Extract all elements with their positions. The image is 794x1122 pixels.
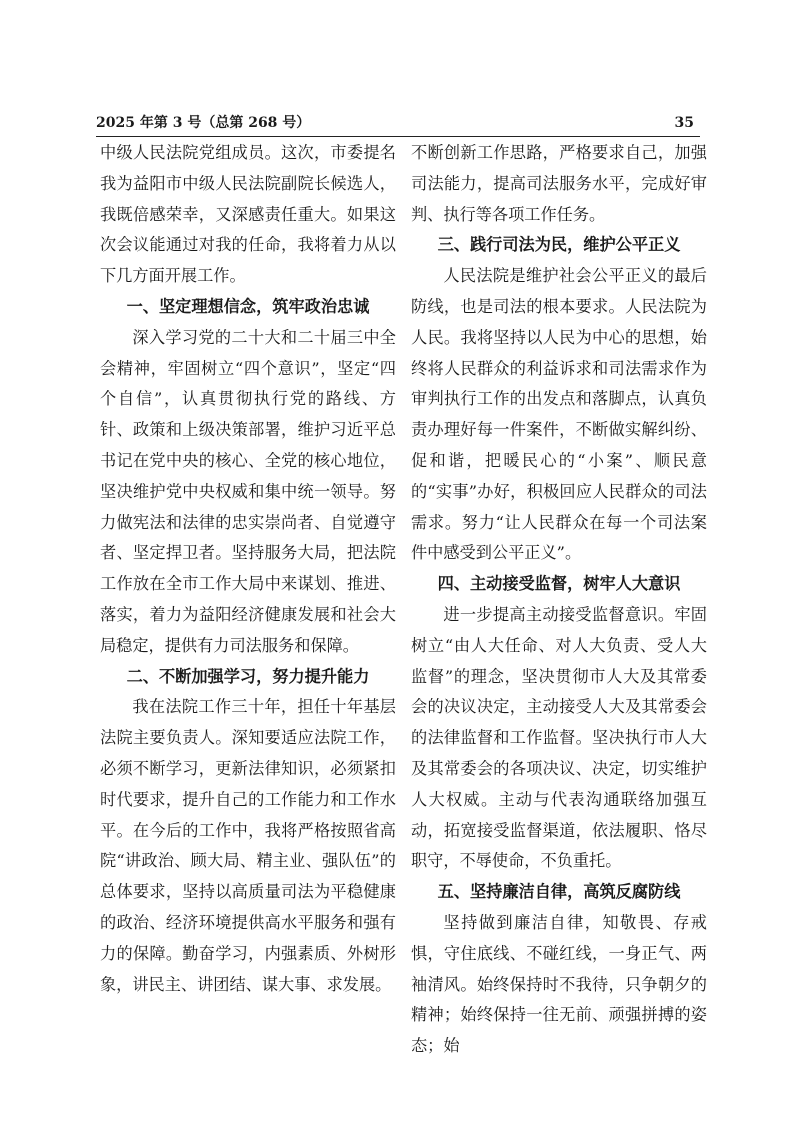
section-2-paragraph: 我在法院工作三十年，担任十年基层法院主要负责人。深知要适应法院工作，必须不断学习，更新法律知识，必须紧扣时代要求，提升自己的工作能力和工作水平。在今后的工作中，我将严格按照省高院“讲政治、顾大局、精主业、强队伍”的总体要求，坚持以高质量司法为平稳健康的政治、经济环境提供高水平服务和强有力的保障。勤奋学习，内强素质、外树形象，讲民主、讲团结、谋大事、求发展。 (100, 697, 396, 994)
page-header (96, 114, 700, 137)
section-heading-2: 二、不断加强学习，努力提升能力 (126, 666, 370, 686)
section-5-paragraph: 坚持做到廉洁自律，知敬畏、存戒惧，守住底线、不碰红线，一身正气、两袖清风。始终保持时不我待，只争朝夕的精神；始终保持一往无前、顽强拼搏的姿态；始 (411, 912, 707, 1056)
page-number: 35 (674, 115, 694, 131)
section-heading-4: 四、主动接受监督，树牢人大意识 (437, 574, 681, 594)
issue-label: 2025 年第 3 号（总第 268 号） (96, 115, 311, 131)
section-heading-5: 五、坚持廉洁自律，高筑反腐防线 (437, 882, 681, 902)
intro-paragraph: 中级人民法院党组成员。这次，市委提名我为益阳市中级人民法院副院长候选人，我既倍感荣幸，又深感责任重大。如果这次会议能通过对我的任命，我将着力从以下几方面开展工作。 (100, 143, 396, 286)
section-heading-3: 三、践行司法为民，维护公平正义 (437, 235, 681, 255)
right-column (411, 138, 707, 1056)
section-heading-1: 一、坚定理想信念，筑牢政治忠诚 (126, 296, 370, 316)
left-column (100, 138, 396, 1038)
continued-paragraph: 不断创新工作思路，严格要求自己，加强司法能力，提高司法服务水平，完成好审判、执行等各项工作任务。 (411, 143, 707, 224)
section-4-paragraph: 进一步提高主动接受监督意识。牢固树立“由人大任命、对人大负责、受人大监督”的理念，坚决贯彻市人大及其常委会的决议决定，主动接受人大及其常委会的法律监督和工作监督。坚决执行市人大及其常委会的各项决议、决定，切实维护人大权威。主动与代表沟通联络加强互动，拓宽接受监督渠道，依法履职、恪尽职守，不辱使命，不负重托。 (411, 604, 707, 871)
section-3-paragraph: 人民法院是维护社会公平正义的最后防线，也是司法的根本要求。人民法院为人民。我将坚持以人民为中心的思想，始终将人民群众的利益诉求和司法需求作为审判执行工作的出发点和落脚点，认真负责办理好每一件案件，不断做实解纠纷、促和谐，把暖民心的“小案”、顺民意的“实事”办好，积极回应人民群众的司法需求。努力“让人民群众在每一个司法案件中感受到公平正义”。 (411, 266, 707, 563)
section-1-paragraph: 深入学习党的二十大和二十届三中全会精神，牢固树立“四个意识”，坚定“四个自信”，认真贯彻执行党的路线、方针、政策和上级决策部署，维护习近平总书记在党中央的核心、全党的核心地位，坚决维护党中央权威和集中统一领导。努力做宪法和法律的忠实崇尚者、自觉遵守者、坚定捍卫者。坚持服务大局，把法院工作放在全市工作大局中来谋划、推进、落实，着力为益阳经济健康发展和社会大局稳定，提供有力司法服务和保障。 (100, 327, 396, 655)
